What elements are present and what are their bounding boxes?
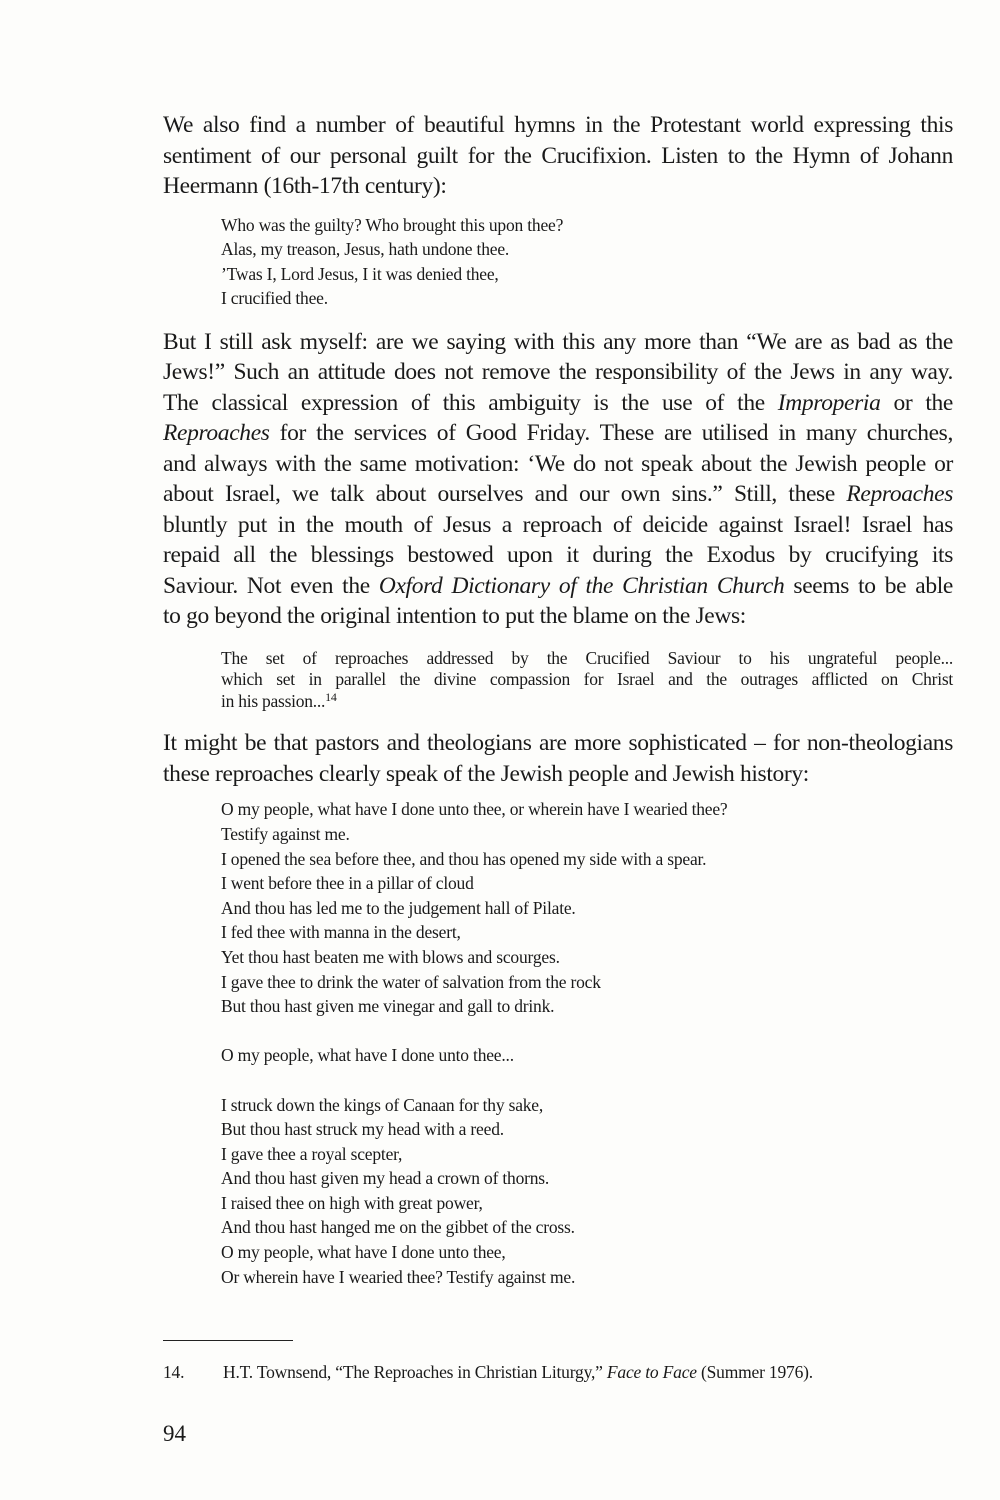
verse-line: O my people, what have I done unto thee, or wherein have I wearied thee? [221,799,728,820]
text-segment: about Israel, we talk about ourselves and our own sins.” Still, these [163,481,847,508]
text-segment: for the services of Good Friday. These are utilised in many churches, [269,420,953,447]
document-page [163,112,953,1289]
text-line: and always with the same motivation: ‘We do not speak about the Jewish people or [163,450,953,477]
verse-line: I opened the sea before thee, and thou has opened my side with a spear. [221,848,707,869]
verse-line: I gave thee to drink the water of salvation from the rock [221,971,601,992]
footnote-journal-title: Face to Face [606,1362,697,1382]
text-line: sentiment of our personal guilt for the Crucifixion. Listen to the Hymn of Johann [163,142,953,169]
verse-line: Who was the guilty? Who brought this upon thee? [221,214,564,235]
verse-line: Testify against me. [221,823,350,844]
text-line [163,571,953,602]
text-segment: or the [880,389,953,416]
footnote-number: 14. [163,1362,185,1382]
text-segment: The classical expression of this ambiguity is the use of the [163,389,778,416]
paragraph-non-theologians [163,728,953,789]
verse-line: I crucified thee. [221,288,328,309]
verse-line: And thou has led me to the judgement hall of Pilate. [221,897,576,918]
stanza-gap [221,1019,953,1044]
verse-line: O my people, what have I done unto thee, [221,1242,506,1263]
verse-line: I struck down the kings of Canaan for thy sake, [221,1094,544,1115]
footnote-reference[interactable]: 14 [325,689,337,704]
text-line: to go beyond the original intention to put the blame on the Jews: [163,603,746,630]
italic-term-reproaches: Reproaches [846,481,953,508]
text-line: bluntly put in the mouth of Jesus a reproach of deicide against Israel! Israel has [163,511,953,538]
text-line: Heermann (16th-17th century): [163,173,447,199]
paragraph-hymns-intro [163,110,953,202]
text-line: We also find a number of beautiful hymns in the Protestant world expressing this [163,112,953,138]
text-segment: seems to be able [784,572,953,599]
text-line: Jews!” Such an attitude does not remove the responsibility of the Jews in any way. [163,359,953,386]
quote-line: which set in parallel the divine compassion for Israel and the outrages afflicted on Christ [221,669,953,690]
verse-line: And thou hast given my head a crown of thorns. [221,1168,550,1189]
text-line: repaid all the blessings bestowed upon it during the Exodus by crucifying its [163,542,953,569]
italic-term-improperia: Improperia [777,389,881,416]
text-segment: in his passion... [221,690,326,711]
dictionary-quote [163,648,953,713]
quote-line: The set of reproaches addressed by the Crucified Saviour to his ungrateful people... [221,647,953,668]
paragraph-reproaches [163,327,953,632]
verse-line: ’Twas I, Lord Jesus, I it was denied thee, [221,263,499,284]
verse-line: Yet thou hast beaten me with blows and scourges. [221,946,560,967]
text-line: these reproaches clearly speak of the Jewish people and Jewish history: [163,760,809,787]
text-line: But I still ask myself: are we saying with this any more than “We are as bad as the [163,328,953,355]
verse-line: But thou hast struck my head with a reed. [221,1119,504,1140]
footnote-separator [163,1340,293,1341]
footnote-text: H.T. Townsend, “The Reproaches in Christian Liturgy,” [223,1362,607,1382]
footnote-text: (Summer 1976). [696,1362,813,1382]
text-line [163,479,953,510]
verse-line: Alas, my treason, Jesus, hath undone thee. [221,239,510,260]
verse-line: I went before thee in a pillar of cloud [221,873,474,894]
hymn-quote [163,213,953,311]
verse-line: I raised thee on high with great power, [221,1192,483,1213]
text-line [163,418,953,449]
verse-line: Or wherein have I wearied thee? Testify against me. [221,1266,576,1287]
text-line [163,388,953,419]
verse-refrain: O my people, what have I done unto thee... [221,1045,514,1066]
footnote-14 [163,1361,963,1383]
quote-line [221,691,953,713]
verse-line: I gave thee a royal scepter, [221,1143,403,1164]
italic-book-title: Oxford Dictionary of the Christian Church [378,572,785,599]
text-segment: Saviour. Not even the [163,572,379,599]
italic-term-reproaches: Reproaches [163,420,270,447]
stanza-gap [221,1068,953,1093]
verse-line: And thou hast hanged me on the gibbet of the cross. [221,1217,575,1238]
verse-line: But thou hast given me vinegar and gall to drink. [221,996,555,1017]
page-number: 94 [163,1421,186,1446]
verse-line: I fed thee with manna in the desert, [221,922,461,943]
reproaches-quote [163,797,953,1289]
text-line: It might be that pastors and theologians are more sophisticated – for non-theologians [163,730,953,757]
